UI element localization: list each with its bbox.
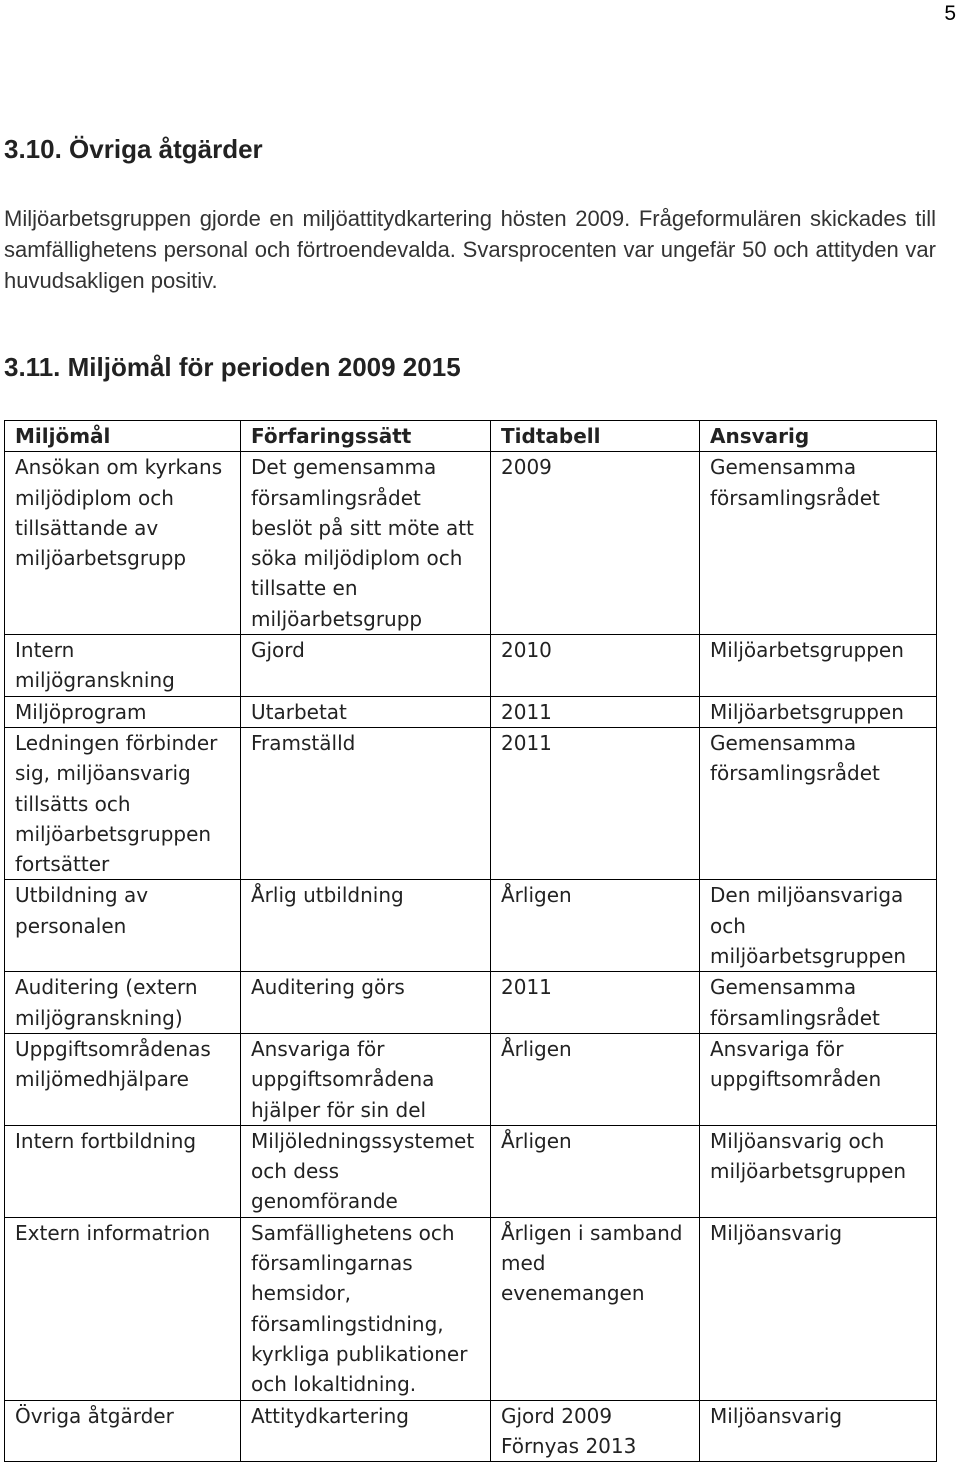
cell-schedule: 2011 [491,727,700,879]
cell-goal: Intern miljögranskning [5,635,241,697]
table-row [5,972,937,1034]
cell-procedure: Samfällighetens och församlingarnas hemsidor, församlingstidning, kyrkliga publikationer och lokaltidning. [241,1217,491,1400]
table-row [5,452,937,635]
cell-procedure: Auditering görs [241,972,491,1034]
cell-schedule: 2011 [491,696,700,727]
header-forfaringssatt: Förfaringssätt [241,421,491,452]
cell-responsible: Gemensamma församlingsrådet [700,727,937,879]
cell-schedule: Årligen [491,1125,700,1217]
cell-schedule: Årligen [491,880,700,972]
page-number: 5 [944,2,956,25]
cell-responsible: Miljöarbetsgruppen [700,696,937,727]
cell-responsible: Miljöansvarig [700,1400,937,1462]
table-row [5,635,937,697]
cell-goal: Auditering (extern miljögranskning) [5,972,241,1034]
section-heading-miljomal: 3.11. Miljömål för perioden 2009 2015 [4,352,461,382]
cell-text-line: Gjord 2009 [501,1403,613,1428]
cell-goal: Ansökan om kyrkans miljödiplom och tillsättande av miljöarbetsgrupp [5,452,241,635]
table-row [5,1125,937,1217]
header-ansvarig: Ansvarig [700,421,937,452]
cell-schedule: Årligen i samband med evenemangen [491,1217,700,1400]
cell-schedule: 2010 [491,635,700,697]
header-miljomal: Miljömål [5,421,241,452]
table-row [5,1400,937,1462]
section-body-paragraph: Miljöarbetsgruppen gjorde en miljöattitydkartering hösten 2009. Frågeformulären skickades till samfällighetens personal och förtroendevalda. Svarsprocenten var ungefär 50 och attityden var huvudsakligen positiv. [4,206,936,293]
cell-responsible: Miljöarbetsgruppen [700,635,937,697]
cell-procedure: Ansvariga för uppgiftsområdena hjälper för sin del [241,1033,491,1125]
cell-schedule: 2011 [491,972,700,1034]
cell-text-line: Förnyas 2013 [501,1433,637,1458]
cell-goal: Utbildning av personalen [5,880,241,972]
cell-schedule: Årligen [491,1033,700,1125]
cell-goal: Intern fortbildning [5,1125,241,1217]
table-row [5,880,937,972]
cell-responsible: Miljöansvarig [700,1217,937,1400]
header-tidtabell: Tidtabell [491,421,700,452]
cell-responsible: Miljöansvarig och miljöarbetsgruppen [700,1125,937,1217]
cell-responsible: Den miljöansvariga och miljöarbetsgruppen [700,880,937,972]
cell-responsible: Ansvariga för uppgiftsområden [700,1033,937,1125]
cell-procedure: Attitydkartering [241,1400,491,1462]
cell-schedule: 2009 [491,452,700,635]
cell-goal: Extern informatrion [5,1217,241,1400]
cell-responsible: Gemensamma församlingsrådet [700,972,937,1034]
table-row [5,1217,937,1400]
table-row [5,696,937,727]
cell-procedure: Framställd [241,727,491,879]
cell-procedure: Årlig utbildning [241,880,491,972]
table-row [5,727,937,879]
cell-procedure: Gjord [241,635,491,697]
cell-responsible: Gemensamma församlingsrådet [700,452,937,635]
table-row [5,1033,937,1125]
cell-procedure: Utarbetat [241,696,491,727]
cell-schedule [491,1400,700,1462]
section-heading-ovriga-atgarder: 3.10. Övriga åtgärder [4,134,263,164]
cell-goal: Övriga åtgärder [5,1400,241,1462]
cell-goal: Miljöprogram [5,696,241,727]
cell-procedure: Det gemensamma församlingsrådet beslöt på sitt möte att söka miljödiplom och tillsatte en miljöarbetsgrupp [241,452,491,635]
cell-goal: Ledningen förbinder sig, miljöansvarig tillsätts och miljöarbetsgruppen fortsätter [5,727,241,879]
cell-goal: Uppgiftsområdenas miljömedhjälpare [5,1033,241,1125]
cell-procedure: Miljöledningssystemet och dess genomförande [241,1125,491,1217]
environmental-goals-table [4,420,937,1462]
table-header-row [5,421,937,452]
